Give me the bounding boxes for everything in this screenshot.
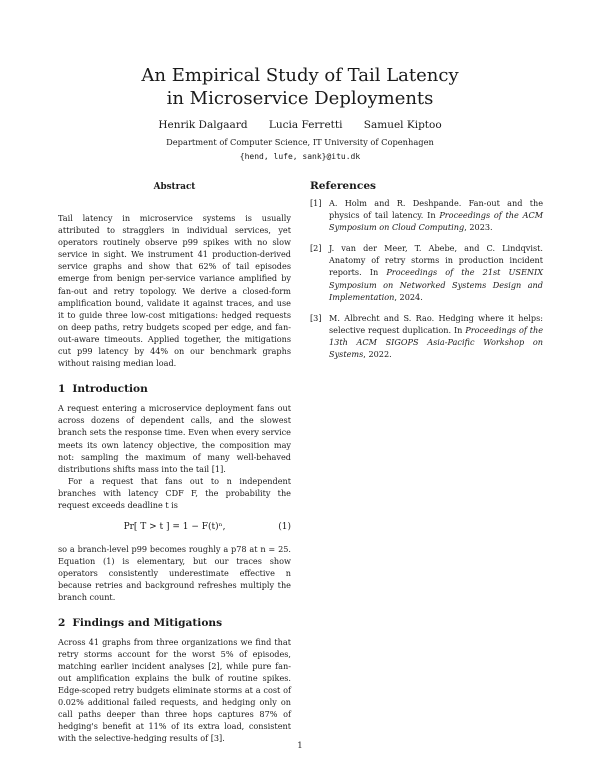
author-name: Samuel Kiptoo	[363, 119, 442, 131]
reference-year: , 2022.	[363, 349, 392, 360]
reference-year: , 2023.	[464, 222, 493, 233]
equation-1	[58, 519, 291, 535]
findings-paragraph-1: Across 41 graphs from three organizations we find that retry storms account for the worst 5% of episodes, matching earlier incident analyses [2], while pure fan-out amplification explains the bulk of routine spikes. Edge-scoped retry budgets eliminate storms at a cost of 0.02% additional failed requests, and hedging only on call paths deeper than three hops captures 87% of hedging's benefit at 11% of its extra load, consistent with the selective-hedging results of [3].	[58, 636, 291, 744]
reference-venue: Proceedings of the 13th ACM SIGOPS Asia-Pacific Workshop on Systems	[329, 324, 544, 360]
reference-label: [2]	[310, 243, 322, 254]
reference-venue: Proceedings of the 21st USENIX Symposium on Networked Systems Design and Implementation	[329, 267, 543, 302]
section-number: 2	[58, 616, 66, 629]
reference-label: [1]	[310, 198, 322, 208]
reference-year: , 2024.	[394, 291, 423, 302]
reference-authors-title: J. van der Meer, T. Abebe, and C. Lindqvist. Anatomy of retry storms in production incident reports. In	[329, 243, 543, 278]
title-line-2: in Microservice Deployments	[166, 88, 434, 109]
references-heading: References	[310, 180, 377, 192]
intro-paragraph-1: A request entering a microservice deployment fans out across dozens of dependent calls, and the slowest branch sets the response time. Even when every service meets its own latency objective, the composition may not: sampling the maximum of many well-behaved distributions shifts mass into the tail [1].	[58, 403, 291, 474]
intro-paragraph-3: so a branch-level p99 becomes roughly a p78 at n = 25. Equation (1) is elementary, but our traces show operators consistently underestimate effective n because retries and background refreshes multiply the branch count.	[58, 544, 291, 603]
reference-authors-title: M. Albrecht and S. Rao. Hedging where it helps: selective request duplication. In	[329, 312, 543, 335]
reference-text	[329, 197, 543, 233]
author-list	[60, 118, 540, 132]
author-emails: {hend, lufe, sank}@itu.dk	[239, 152, 361, 161]
reference-entry	[310, 242, 543, 302]
affiliation: Department of Computer Science, IT University of Copenhagen	[166, 137, 434, 147]
intro-paragraph-2: For a request that fans out to n independent branches with latency CDF F, the probability the request exceeds deadline t is	[58, 475, 291, 510]
reference-entry	[310, 312, 543, 360]
abstract-heading: Abstract	[153, 182, 196, 192]
reference-text	[329, 312, 543, 360]
equation-body: Pr[ T > t ] = 1 − F(t)ⁿ,	[123, 522, 226, 533]
section-title: Introduction	[72, 383, 148, 396]
reference-venue: Proceedings of the ACM Symposium on Cloud Computing	[329, 210, 544, 233]
page-number: 1	[297, 741, 303, 751]
author-name: Lucia Ferretti	[268, 119, 343, 131]
section-number: 1	[58, 383, 66, 396]
author-name: Henrik Dalgaard	[158, 119, 248, 131]
left-column	[58, 182, 291, 744]
paper-title	[60, 64, 540, 110]
abstract-text: Tail latency in microservice systems is usually attributed to stragglers in individual services, yet operators routinely observe p99 spikes with no slow service in sight. We instrument 41 production-derived service graphs and show that 62% of tail episodes emerge from benign per-service variance amplified by fan-out and retry topology. We derive a closed-form amplification bound, validate it against traces, and use it to guide three low-cost mitigations: hedged requests on deep paths, retry budgets scoped per edge, and fan-out-aware timeouts. Applied together, the mitigations cut p99 latency by 44% on our benchmark graphs without raising median load.	[58, 213, 291, 369]
section-heading-introduction	[58, 382, 291, 396]
reference-authors-title: A. Holm and R. Deshpande. Fan-out and the physics of tail latency. In	[329, 198, 543, 221]
reference-text	[329, 242, 543, 302]
reference-label: [3]	[310, 312, 322, 323]
right-column	[310, 180, 543, 369]
reference-entry	[310, 197, 543, 233]
equation-number: (1)	[278, 522, 291, 533]
section-title: Findings and Mitigations	[72, 616, 223, 629]
section-heading-findings	[58, 616, 291, 630]
title-line-1: An Empirical Study of Tail Latency	[141, 65, 459, 86]
